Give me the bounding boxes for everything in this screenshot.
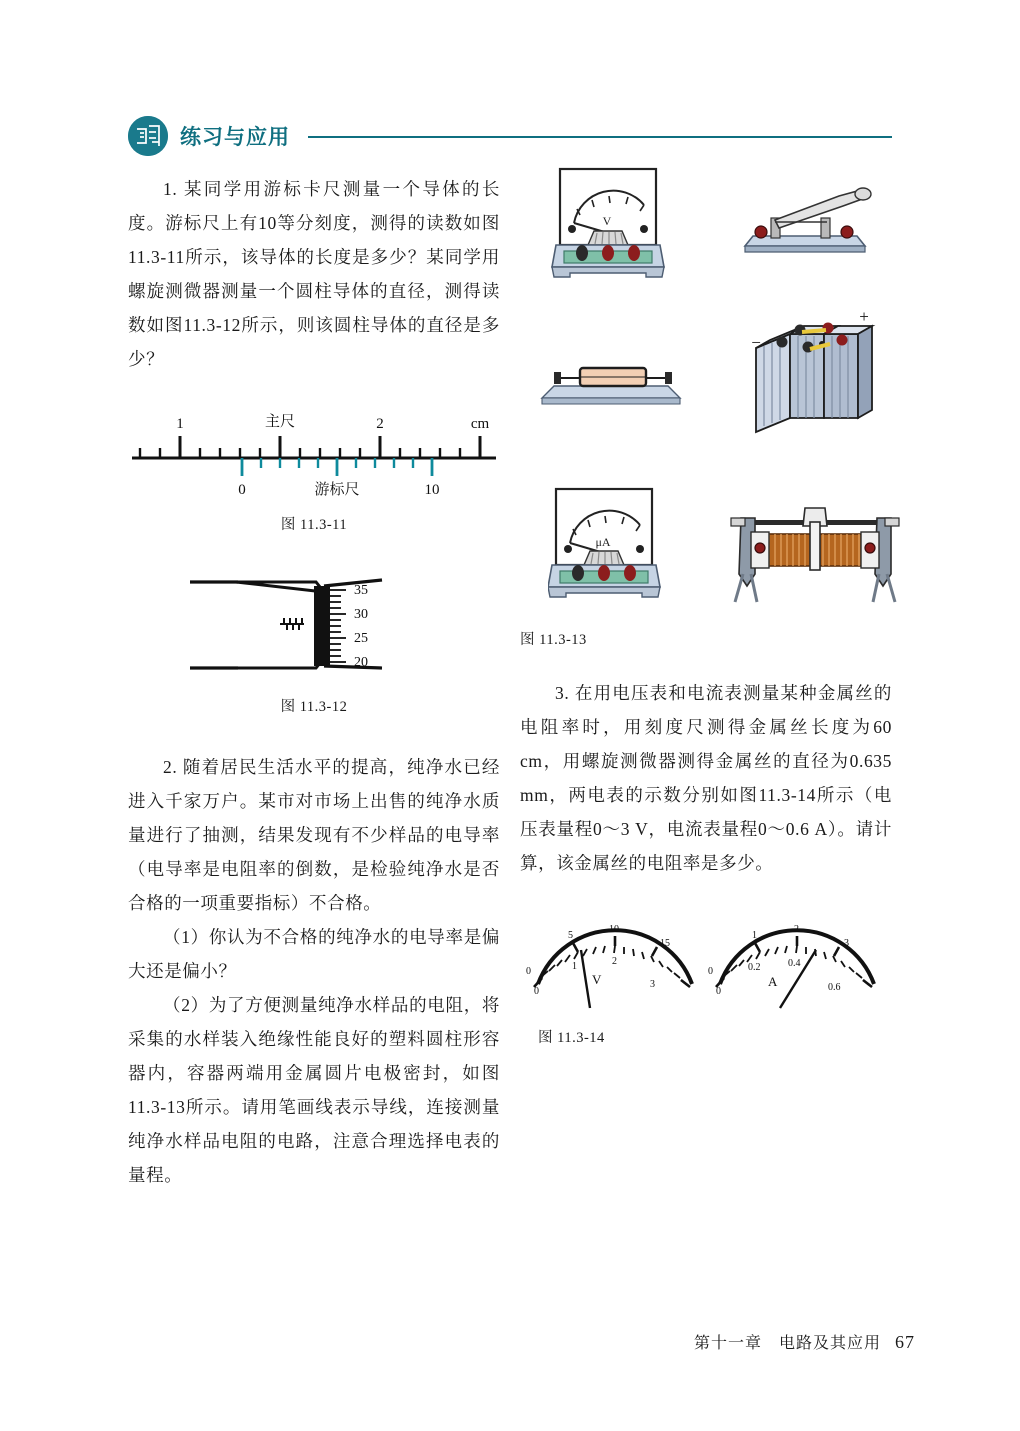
microammeter-symbol-label: μA xyxy=(595,535,611,549)
figure-11-3-12-caption: 图 11.3-12 xyxy=(280,699,348,715)
ammeter-scale xyxy=(708,924,874,1008)
ammeter-outer-tick-1: 1 xyxy=(752,930,757,941)
micrometer-scale-label-20: 20 xyxy=(354,655,368,670)
section-title: 练习与应用 xyxy=(180,125,290,149)
vernier-caliper-diagram xyxy=(128,402,500,502)
problem-2-intro-text: 2. 随着居民生活水平的提高，纯净水已经进入千家万户。某市对市场上出售的纯净水质量进行了抽测，结果发现有不少样品的电导率（电导率是电阻率的倒数，是检验纯净水是否合格的一项重要指标）不合格。 xyxy=(128,757,500,913)
main-scale-tick-label-2: 2 xyxy=(376,416,384,432)
figure-11-3-13 xyxy=(520,160,900,660)
vernier-scale-label: 游标尺 xyxy=(314,482,360,498)
problem-2-question-2-text: （2）为了方便测量纯净水样品的电阻，将采集的水样装入绝缘性能良好的塑料圆柱形容器内，容器两端用金属圆片电极密封，如图11.3-13所示。请用笔画线表示导线，连接测量纯净水样品电阻的电路，注意合理选择电表的量程。 xyxy=(128,995,500,1185)
voltmeter-apparatus xyxy=(550,165,670,290)
header-divider xyxy=(308,136,892,138)
switch-apparatus xyxy=(735,180,875,260)
left-column xyxy=(128,172,500,1192)
micrometer-diagram xyxy=(128,564,500,684)
vernier-tick-label-10: 10 xyxy=(424,482,440,498)
ammeter-inner-tick-0-2: 0.2 xyxy=(748,962,761,973)
figure-11-3-14-caption: 图 11.3-14 xyxy=(538,1030,605,1046)
voltmeter-inner-tick-3: 3 xyxy=(650,979,655,990)
micrometer-scale-label-30: 30 xyxy=(354,607,368,622)
figure-11-3-14 xyxy=(520,914,892,1047)
sliding-rheostat-apparatus xyxy=(725,500,905,610)
voltmeter-outer-tick-5: 5 xyxy=(568,930,573,941)
voltmeter-inner-tick-1: 1 xyxy=(572,961,577,972)
voltmeter-inner-tick-0: 0 xyxy=(534,986,539,997)
water-sample-container-apparatus xyxy=(540,346,690,416)
figure-11-3-13-caption: 图 11.3-13 xyxy=(520,632,587,648)
section-header xyxy=(128,110,892,162)
ammeter-inner-tick-0-6: 0.6 xyxy=(828,982,841,993)
main-scale-tick-label-1: 1 xyxy=(176,416,184,432)
ammeter-outer-tick-3: 3 xyxy=(844,938,849,949)
right-column xyxy=(520,676,892,1047)
main-scale-label: 主尺 xyxy=(264,414,296,430)
page-footer xyxy=(0,1330,1020,1353)
ammeter-outer-tick-2: 2 xyxy=(794,924,799,935)
problem-1-text: 1. 某同学用游标卡尺测量一个导体的长度。游标尺上有10等分刻度，测得的读数如图11.3-11所示，该导体的长度是多少？某同学用螺旋测微器测量一个圆柱导体的直径，测得读数如图11.3-12所示，则该圆柱导体的直径是多少？ xyxy=(128,179,500,369)
footer-chapter-title: 第十一章 电路及其应用 xyxy=(693,1335,881,1352)
practice-badge-icon xyxy=(128,116,168,156)
ammeter-inner-tick-0: 0 xyxy=(716,986,721,997)
voltmeter-outer-tick-0: 0 xyxy=(526,966,531,977)
voltmeter-needle xyxy=(581,950,590,1008)
voltmeter-outer-tick-10: 10 xyxy=(609,924,619,935)
vernier-tick-label-0: 0 xyxy=(238,482,246,498)
voltmeter-scale xyxy=(526,924,692,1008)
battery-minus-label: − xyxy=(751,333,761,352)
figure-11-3-11-caption: 图 11.3-11 xyxy=(280,517,348,533)
voltmeter-outer-tick-15: 15 xyxy=(660,938,670,949)
voltmeter-symbol-label: V xyxy=(602,214,612,228)
micrometer-scale-label-25: 25 xyxy=(354,631,368,646)
meter-scales-diagram xyxy=(520,914,892,1009)
figure-11-3-11 xyxy=(128,402,500,534)
battery-pack-apparatus xyxy=(742,300,892,440)
figure-11-3-12 xyxy=(128,564,500,716)
main-scale-unit-label: cm xyxy=(470,416,490,432)
microammeter-apparatus xyxy=(548,485,663,610)
ammeter-outer-tick-0: 0 xyxy=(708,966,713,977)
footer-page-number: 67 xyxy=(895,1332,915,1352)
voltmeter-inner-tick-2: 2 xyxy=(612,956,617,967)
battery-plus-label: + xyxy=(859,307,869,326)
ammeter-inner-tick-0-4: 0.4 xyxy=(788,958,801,969)
problem-3-text: 3. 在用电压表和电流表测量某种金属丝的电阻率时，用刻度尺测得金属丝长度为60 cm，用螺旋测微器测得金属丝的直径为0.635 mm，两电表的示数分别如图11.3-14所示（电压表量程0～3 V，电流表量程0～0.6 A）。请计算，该金属丝的电阻率是多少。 xyxy=(520,683,892,873)
problem-2-question-1-text: （1）你认为不合格的纯净水的电导率是偏大还是偏小？ xyxy=(128,927,500,981)
ammeter-unit-symbol: A xyxy=(768,974,778,989)
voltmeter-unit-symbol: V xyxy=(592,972,602,987)
micrometer-scale-label-35: 35 xyxy=(354,583,368,598)
